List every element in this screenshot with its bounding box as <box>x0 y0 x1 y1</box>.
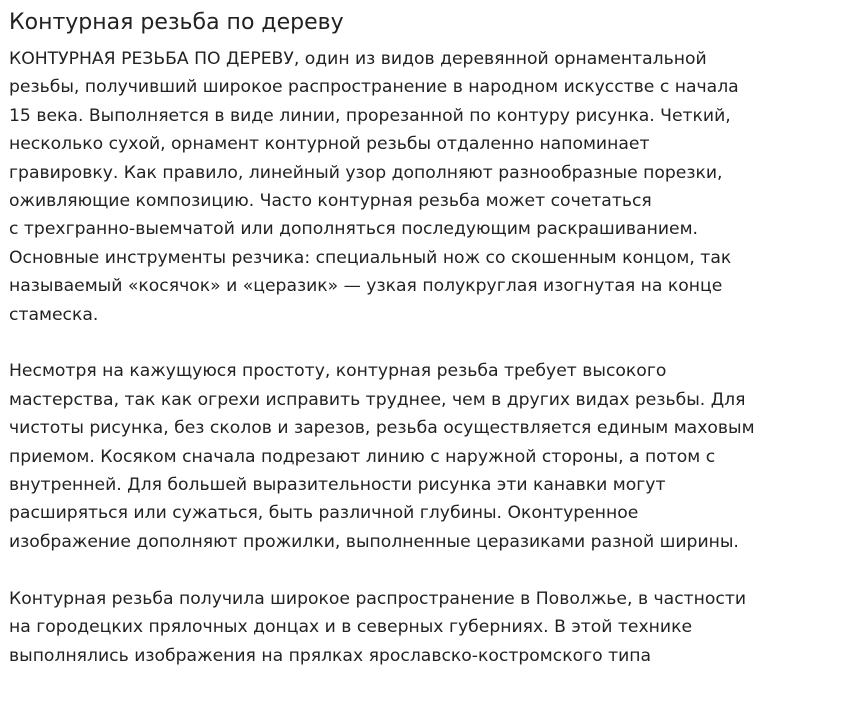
paragraph-spacer <box>9 556 833 584</box>
paragraph-spacer <box>9 329 833 357</box>
page-title: Контурная резьба по дереву <box>9 10 344 35</box>
paragraph-distribution: Контурная резьба получила широкое распространение в Поволжье, в частности на городецких прялочных донцах и в северных губерниях. В этой технике выполнялись изображения на прялках ярославско-костромского типа <box>9 588 747 666</box>
paragraph-intro: КОНТУРНАЯ РЕЗЬБА ПО ДЕРЕВУ, один из видов деревянной орнаментальной резьбы, получивший широкое распространение в народном искусстве с начала 15 века. Выполняется в виде линии, прорезанной по контуру рисунка. Четкий, несколько сухой, орнамент контурной резьбы отдаленно напоминает гравировку. Как правило, линейный узор дополняют разнообразные порезки, оживляющие композицию. Часто контурная резьба может сочетаться с трехгранно-выемчатой или дополняться последующим раскрашиванием. Основные инструменты резчика: специальный нож со скошенным концом, так называемый «косячок» и «церазик» — узкая полукруглая изогнутая на конце стамеска. <box>9 49 739 325</box>
article-body <box>9 45 833 670</box>
paragraph-technique: Несмотря на кажущуюся простоту, контурная резьба требует высокого мастерства, так как огрехи исправить труднее, чем в других видах резьбы. Для чистоты рисунка, без сколов и зарезов, резьба осуществляется единым маховым приемом. Косяком сначала подрезают линию с наружной стороны, а потом с внутренней. Для большей выразительности рисунка эти канавки могут расширяться или сужаться, быть различной глубины. Оконтуренное изображение дополняют прожилки, выполненные церазиками разной ширины. <box>9 361 755 552</box>
